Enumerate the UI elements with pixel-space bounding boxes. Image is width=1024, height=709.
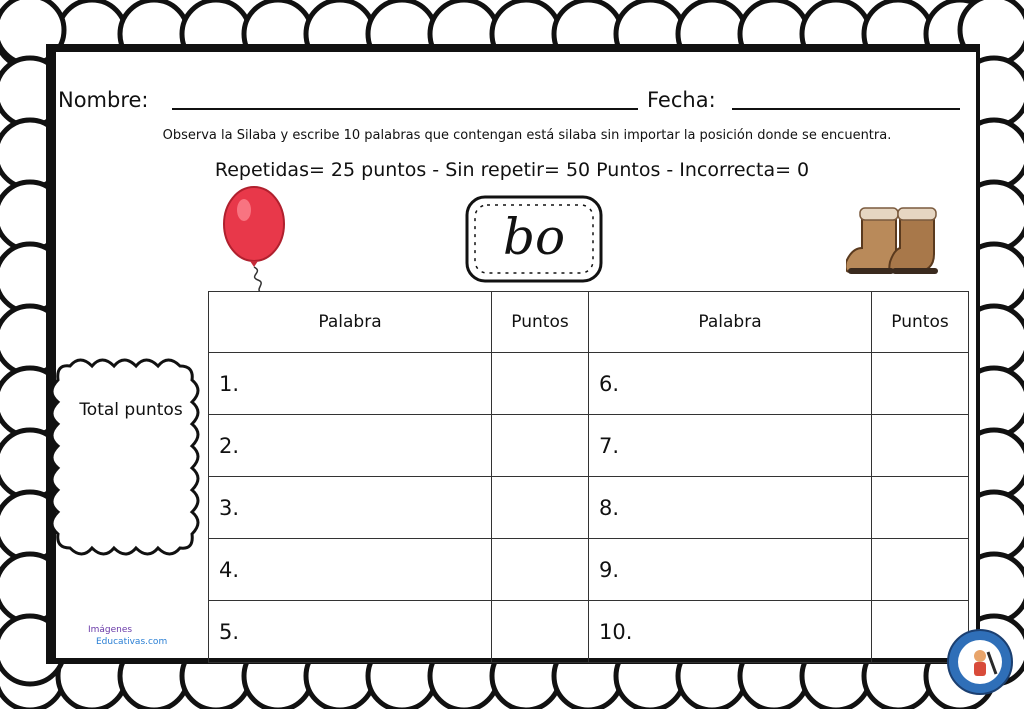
word-cell[interactable]: 9.: [589, 539, 872, 601]
table-header-row: [209, 292, 969, 353]
points-cell[interactable]: [492, 601, 589, 663]
word-cell[interactable]: 6.: [589, 353, 872, 415]
table-row: [209, 477, 969, 539]
date-label: Fecha:: [647, 88, 716, 112]
word-cell[interactable]: 10.: [589, 601, 872, 663]
words-table: [208, 291, 969, 663]
scoring-rules: Repetidas= 25 puntos - Sin repetir= 50 Puntos - Incorrecta= 0: [214, 159, 810, 181]
date-line[interactable]: [732, 108, 960, 110]
instruction-text: Observa la Silaba y escribe 10 palabras que contengan está silaba sin importar la posición donde se encuentra.: [162, 128, 892, 143]
table-row: [209, 601, 969, 663]
column-header-word: Palabra: [209, 292, 492, 353]
table-row: [209, 353, 969, 415]
column-header-points: Puntos: [872, 292, 969, 353]
word-cell[interactable]: 1.: [209, 353, 492, 415]
points-cell[interactable]: [492, 415, 589, 477]
word-cell[interactable]: 3.: [209, 477, 492, 539]
column-header-points: Puntos: [492, 292, 589, 353]
total-points-box[interactable]: [52, 354, 212, 580]
word-cell[interactable]: 4.: [209, 539, 492, 601]
syllable-text: bo: [502, 208, 566, 266]
word-cell[interactable]: 7.: [589, 415, 872, 477]
points-cell[interactable]: [872, 477, 969, 539]
watermark-line: Imágenes: [88, 625, 133, 635]
table-row: [209, 539, 969, 601]
balloon-icon: [218, 184, 292, 292]
points-cell[interactable]: [872, 353, 969, 415]
name-line[interactable]: [172, 108, 638, 110]
word-cell[interactable]: 5.: [209, 601, 492, 663]
points-cell[interactable]: [492, 477, 589, 539]
watermark-logo: [88, 624, 167, 648]
table-row: [209, 415, 969, 477]
points-cell[interactable]: [492, 539, 589, 601]
points-cell[interactable]: [492, 353, 589, 415]
points-cell[interactable]: [872, 539, 969, 601]
word-cell[interactable]: 2.: [209, 415, 492, 477]
name-label: Nombre:: [58, 88, 149, 112]
column-header-word: Palabra: [589, 292, 872, 353]
watermark-line: Educativas.com: [96, 637, 168, 647]
total-points-label: Total puntos: [79, 400, 183, 420]
points-cell[interactable]: [872, 415, 969, 477]
logo-badge-icon: [946, 628, 1014, 696]
boots-icon: [846, 204, 950, 276]
word-cell[interactable]: 8.: [589, 477, 872, 539]
